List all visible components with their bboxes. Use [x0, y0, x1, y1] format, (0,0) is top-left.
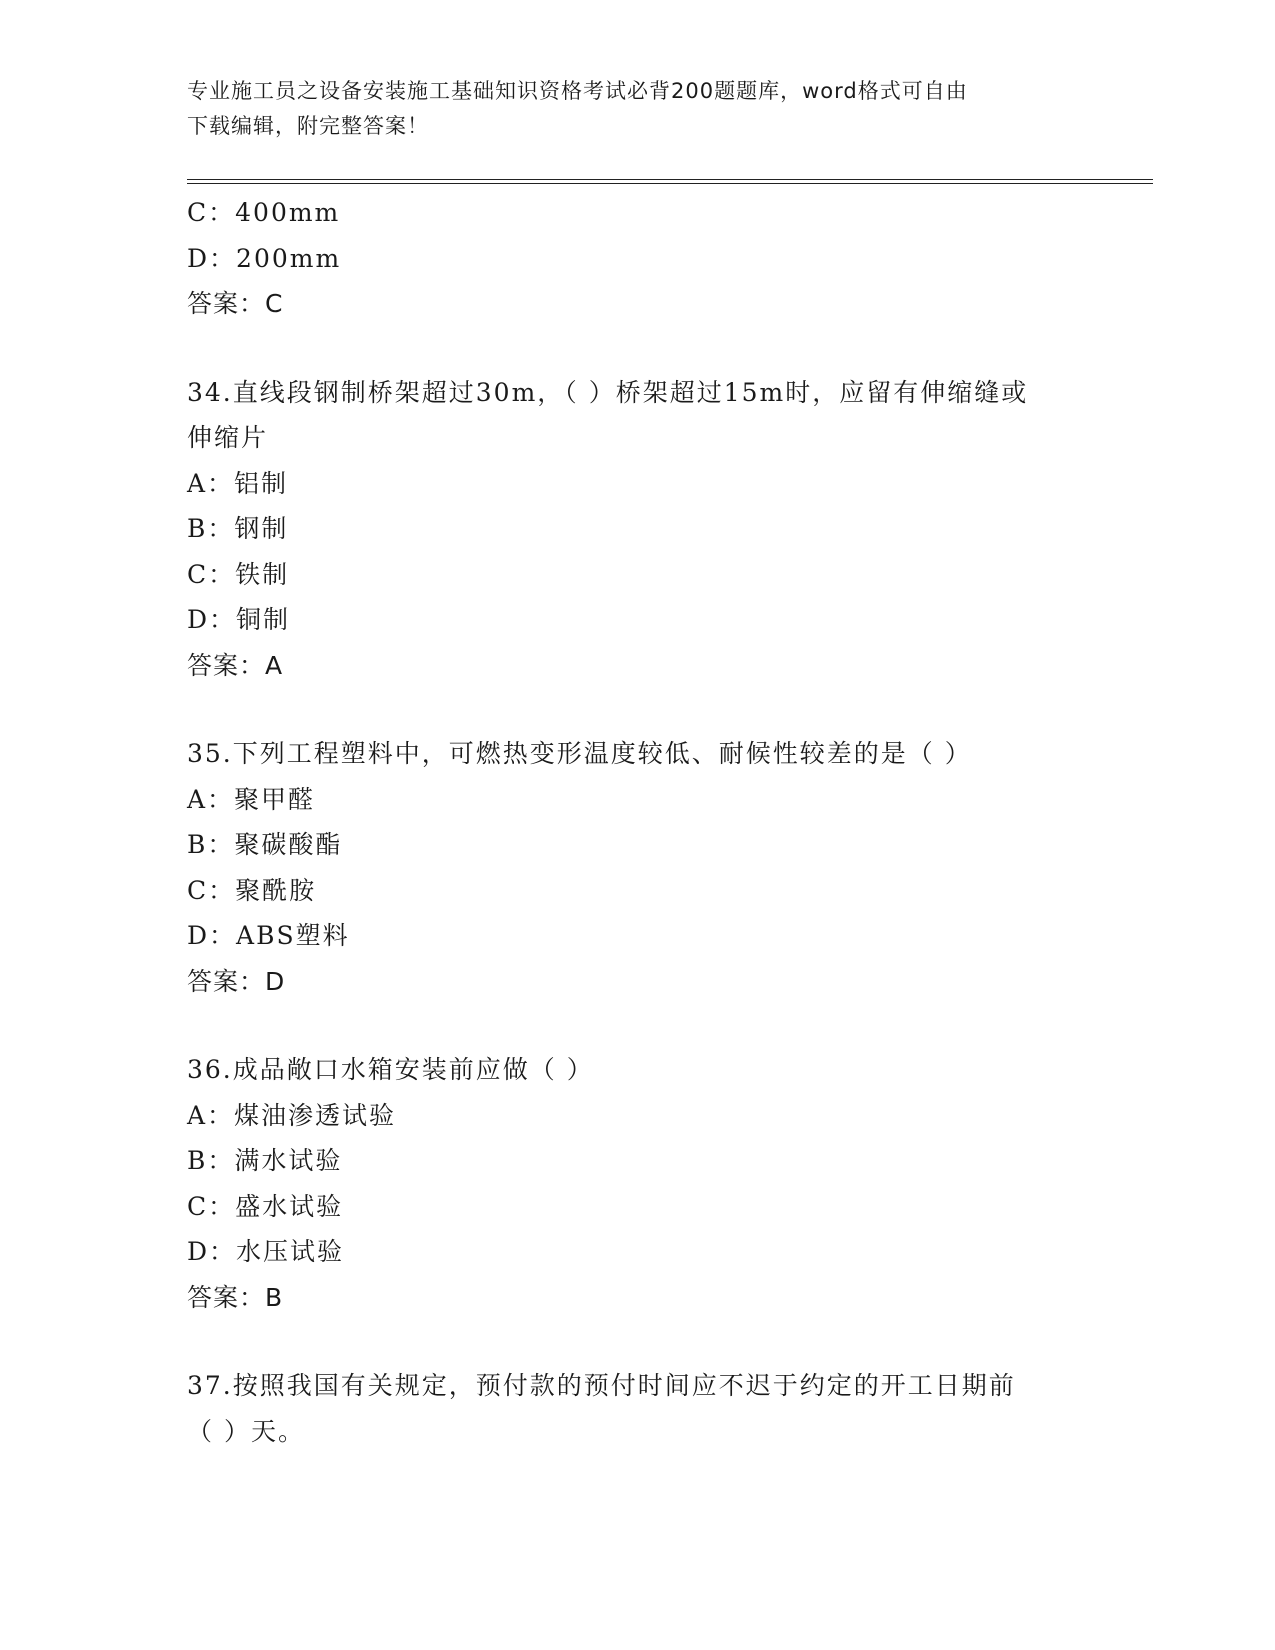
question-list	[187, 190, 1087, 1454]
option-a: A：铝制	[187, 468, 289, 498]
question-34	[187, 370, 1087, 689]
question-37	[187, 1363, 1087, 1454]
option-c: C：铁制	[187, 559, 290, 589]
page-header	[187, 74, 1067, 144]
question-stem-line-1: 37.按照我国有关规定，预付款的预付时间应不迟于约定的开工日期前	[187, 1371, 1016, 1400]
option-d: D：ABS塑料	[187, 921, 350, 950]
answer: 答案：B	[187, 1282, 284, 1312]
option-a: A：聚甲醛	[187, 784, 316, 814]
question-36	[187, 1047, 1087, 1320]
question-stem: 36.成品敞口水箱安装前应做（ ）	[187, 1055, 594, 1084]
option-a: A：煤油渗透试验	[187, 1100, 397, 1130]
question-stem: 35.下列工程塑料中，可燃热变形温度较低、耐候性较差的是（ ）	[187, 739, 972, 768]
question-33	[187, 190, 1087, 327]
option-c: C：400mm	[187, 198, 341, 227]
header-title-line-2: 下载编辑，附完整答案！	[187, 114, 429, 138]
option-d: D：水压试验	[187, 1237, 345, 1266]
option-b: B：钢制	[187, 514, 289, 543]
answer: 答案：C	[187, 289, 284, 318]
header-title-line-1: 专业施工员之设备安装施工基础知识资格考试必背200题题库，word格式可自由	[187, 79, 968, 103]
question-stem-line-2: 伸缩片	[187, 423, 269, 452]
option-c: C：盛水试验	[187, 1191, 344, 1221]
answer: 答案：A	[187, 650, 284, 680]
option-d: D：铜制	[187, 605, 291, 634]
header-double-rule	[187, 179, 1153, 184]
answer: 答案：D	[187, 966, 286, 996]
option-c: C：聚酰胺	[187, 875, 317, 905]
question-stem-line-2: （ ）天。	[187, 1416, 305, 1446]
question-stem-line-1: 34.直线段钢制桥架超过30m，（ ）桥架超过15m时，应留有伸缩缝或	[187, 377, 1029, 407]
option-b: B：满水试验	[187, 1146, 343, 1175]
option-d: D：200mm	[187, 243, 342, 273]
option-b: B：聚碳酸酯	[187, 830, 343, 859]
question-35	[187, 731, 1087, 1004]
